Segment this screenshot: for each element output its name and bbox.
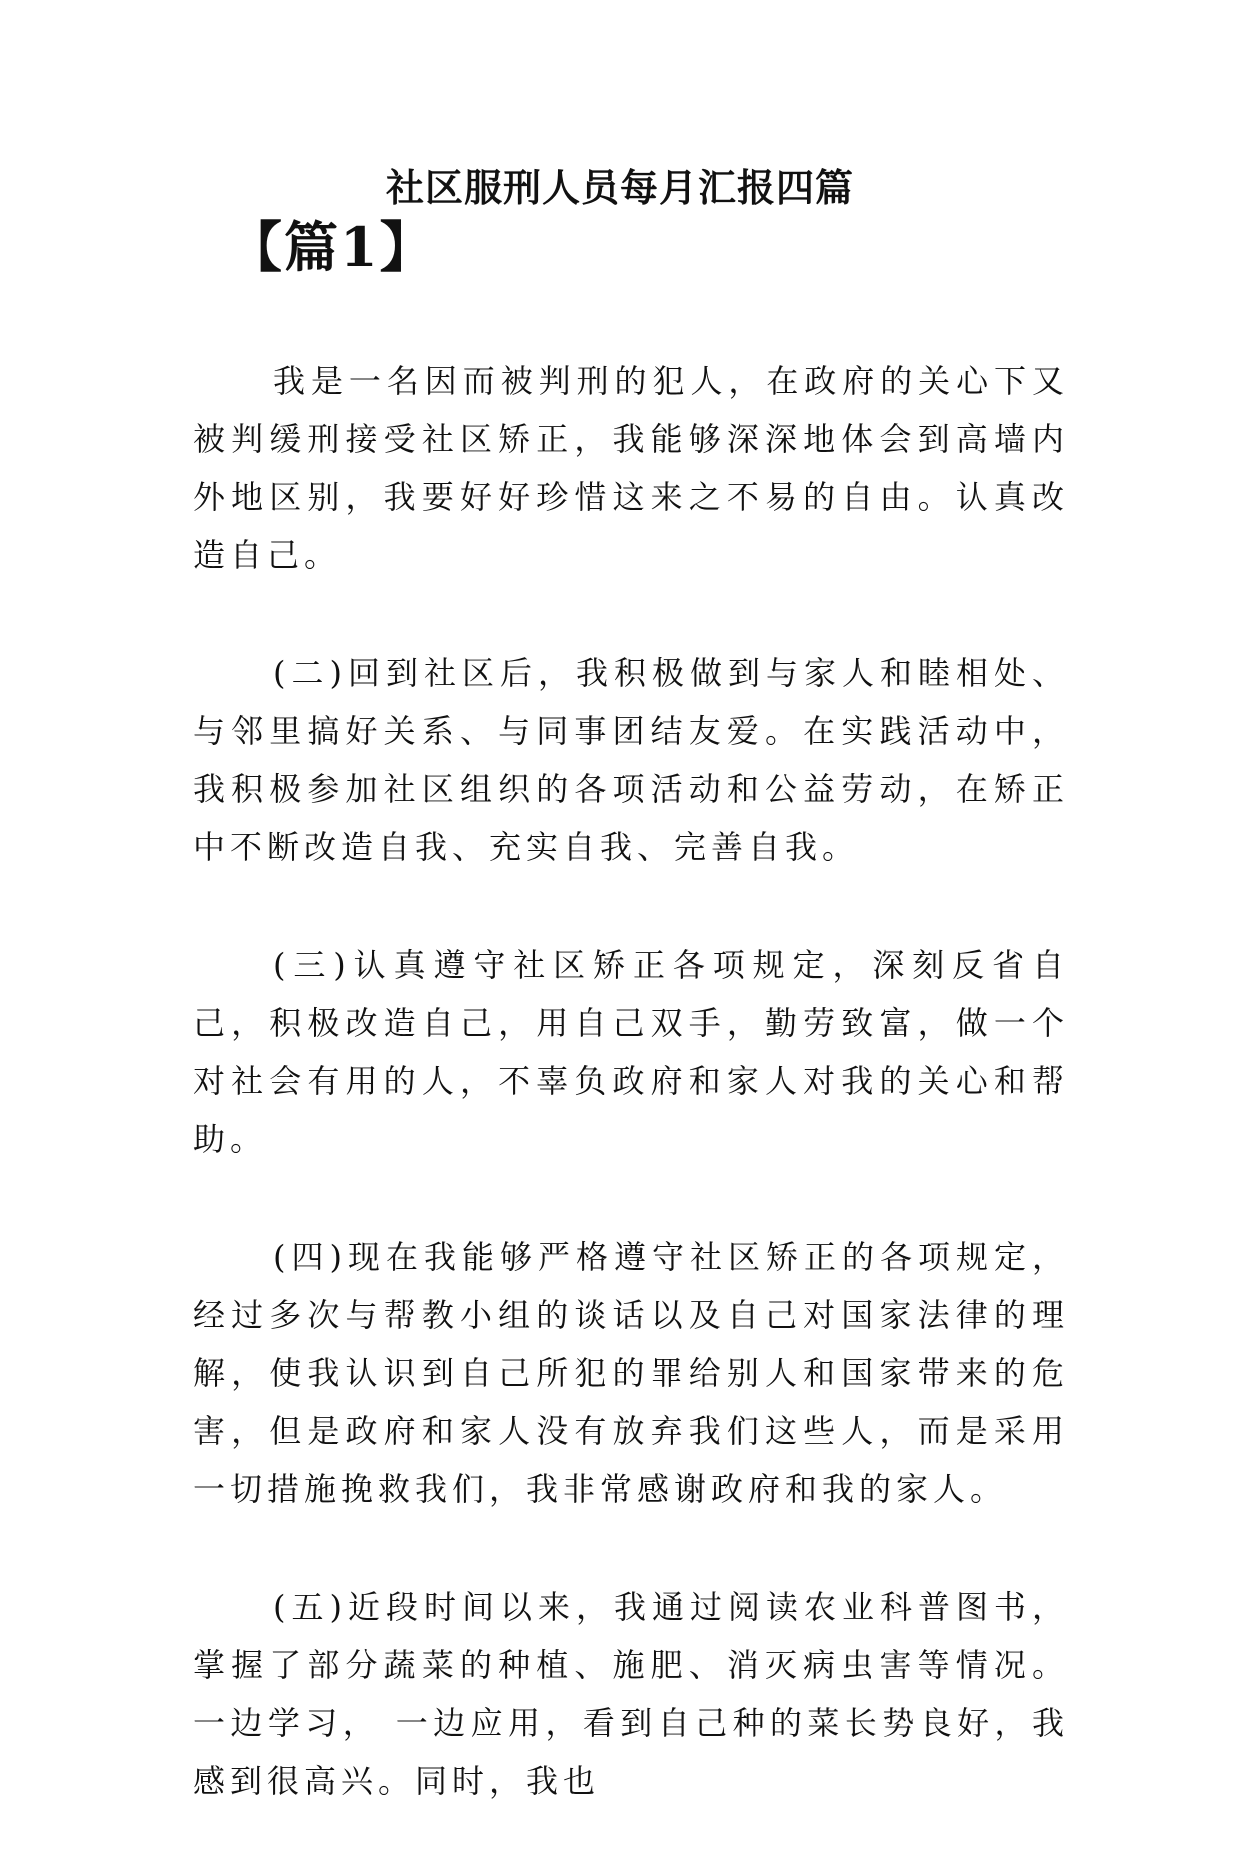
paragraph-5: (五)近段时间以来，我通过阅读农业科普图书，掌握了部分蔬菜的种植、施肥、消灭病虫害等情况。 一边学习， 一边应用，看到自己种的菜长势良好，我感到很高兴。同时，我也 (193, 1588, 1069, 1800)
paragraph-1: 我是一名因而被判刑的犯人，在政府的关心下又被判缓刑接受社区矫正，我能够深深地体会到高墙内外地区别，我要好好珍惜这来之不易的自由。认真改造自己。 (193, 362, 1069, 574)
document-title: 社区服刑人员每月汇报四篇 (385, 165, 854, 210)
paragraph-4: (四)现在我能够严格遵守社区矫正的各项规定，经过多次与帮教小组的谈话以及自己对国家法律的理解，使我认识到自己所犯的罪给别人和国家带来的危害，但是政府和家人没有放弃我们这些人，而是采用一切措施挽救我们，我非常感谢政府和我的家人。 (193, 1238, 1069, 1508)
paragraph-3: (三)认真遵守社区矫正各项规定，深刻反省自己，积极改造自己，用自己双手，勤劳致富，做一个对社会有用的人，不辜负政府和家人对我的关心和帮助。 (193, 946, 1069, 1158)
section-heading: 【篇1】 (228, 215, 436, 279)
document-body (193, 352, 1069, 1870)
paragraph-2: (二)回到社区后，我积极做到与家人和睦相处、与邻里搞好关系、与同事团结友爱。在实践活动中，我积极参加社区组织的各项活动和公益劳动，在矫正中不断改造自我、充实自我、完善自我。 (193, 654, 1069, 866)
